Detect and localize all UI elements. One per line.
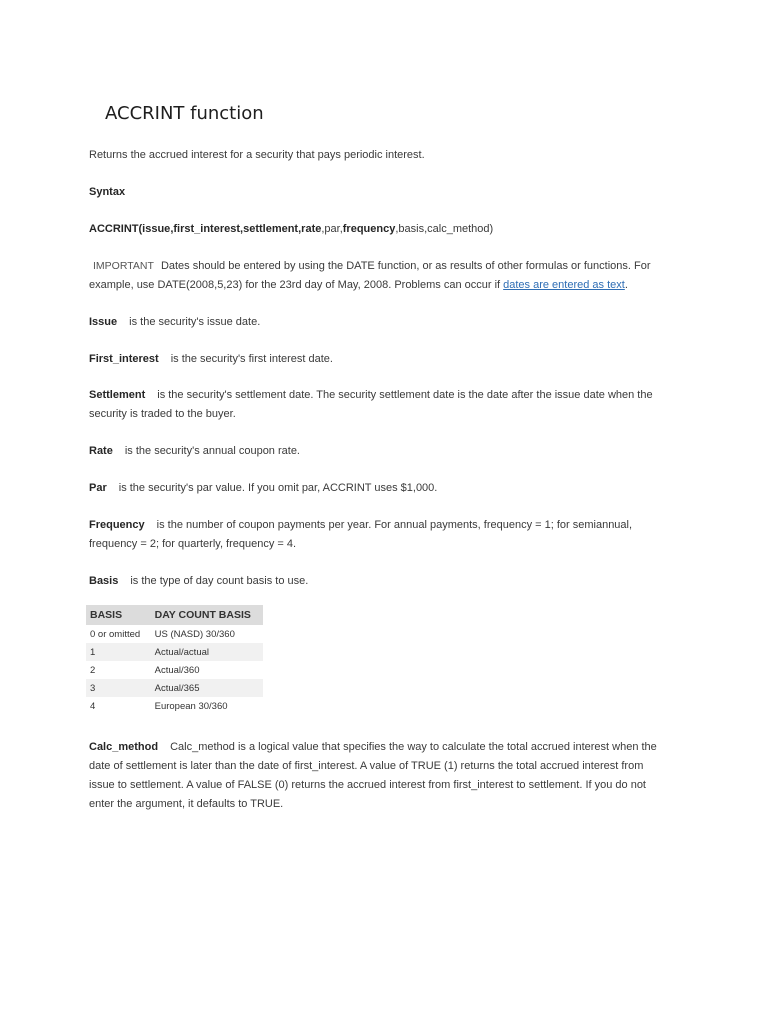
basis-cell: 0 or omitted (90, 628, 141, 640)
arg-issue-name: Issue (89, 316, 118, 328)
arg-frequency-desc-1: is the number of coupon payments per year. For annual payments, frequency = 1; for semiannual, (156, 519, 633, 531)
day-count-cell: European 30/360 (154, 700, 228, 712)
arg-first-interest-desc: is the security's first interest date. (170, 353, 333, 365)
syntax-arg-issue: issue (142, 223, 171, 235)
arg-basis-name: Basis (89, 575, 119, 587)
day-count-cell: Actual/actual (149, 643, 263, 661)
syntax-heading (89, 183, 689, 202)
intro-text: Returns the accrued interest for a security that pays periodic interest. (89, 149, 425, 161)
day-count-cell: US (NASD) 30/360 (154, 628, 235, 640)
syntax-heading-text: Syntax (89, 186, 126, 198)
day-count-cell: Actual/365 (149, 679, 263, 697)
syntax-arg-rate: rate (301, 223, 322, 235)
arg-settlement-desc-2: security is traded to the buyer. (89, 408, 236, 420)
arg-first-interest (89, 350, 689, 369)
arg-calc-method-desc-1: Calc_method is a logical value that specifies the way to calculate the total accrued interest when the (170, 741, 657, 753)
arg-calc-method-desc-2: date of settlement is later than the date of first_interest. A value of TRUE (1) returns the total accrued interest from (89, 760, 644, 772)
syntax-arg-first-interest: first_interest (173, 223, 241, 235)
important-line-2: example, use DATE(2008,5,23) for the 23rd day of May, 2008. Problems can occur if (89, 279, 504, 291)
arg-calc-method (89, 738, 689, 814)
arg-calc-method-name: Calc_method (89, 741, 159, 753)
table-row (86, 625, 263, 643)
arg-frequency-name: Frequency (89, 519, 145, 531)
important-note (89, 257, 689, 295)
syntax-arg-frequency: frequency (342, 223, 396, 235)
arg-settlement (89, 386, 689, 424)
syntax-line (89, 220, 689, 239)
table-row (86, 643, 263, 661)
syntax-comma: , (298, 223, 302, 235)
arg-calc-method-desc-4: enter the argument, it defaults to TRUE. (89, 798, 284, 810)
basis-table (86, 605, 263, 715)
basis-cell: 2 (90, 664, 96, 676)
syntax-comma: , (240, 223, 244, 235)
arg-issue (89, 313, 689, 332)
syntax-arg-settlement: settlement (243, 223, 299, 235)
arg-rate-name: Rate (89, 445, 113, 457)
syntax-comma: , (170, 223, 174, 235)
page-title: ACCRINT function (105, 103, 264, 124)
arg-frequency (89, 516, 689, 554)
arg-par (89, 479, 689, 498)
arg-par-desc: is the security's par value. If you omit par, ACCRINT uses $1,000. (118, 482, 438, 494)
arg-frequency-desc-2: frequency = 2; for quarterly, frequency = 4. (89, 538, 297, 550)
arg-settlement-name: Settlement (89, 389, 146, 401)
dates-as-text-link[interactable]: dates are entered as text (503, 279, 625, 291)
arg-basis (89, 572, 689, 591)
basis-cell: 4 (90, 700, 96, 712)
arg-basis-desc: is the type of day count basis to use. (130, 575, 309, 587)
arg-calc-method-desc-3: issue to settlement. A value of FALSE (0) returns the accrued interest from first_interest to settlement. If you do not (89, 779, 646, 791)
syntax-args-optional: ,basis,calc_method) (395, 223, 494, 235)
basis-cell: 1 (86, 643, 149, 661)
syntax-arg-par: ,par, (321, 223, 343, 235)
day-count-column-header: DAY COUNT BASIS (149, 605, 263, 625)
arg-rate (89, 442, 689, 461)
important-badge: IMPORTANT (93, 260, 154, 272)
arg-first-interest-name: First_interest (89, 353, 159, 365)
basis-table-header (86, 605, 263, 625)
arg-par-name: Par (89, 482, 107, 494)
table-row (86, 661, 263, 679)
table-row (86, 679, 263, 697)
arg-settlement-desc-1: is the security's settlement date. The security settlement date is the date after the issue date when the (157, 389, 653, 401)
arg-issue-desc: is the security's issue date. (129, 316, 261, 328)
basis-cell: 3 (86, 679, 149, 697)
table-row (86, 697, 263, 715)
arg-rate-desc: is the security's annual coupon rate. (124, 445, 300, 457)
syntax-fn: ACCRINT( (89, 223, 143, 235)
important-line-2-end: . (624, 279, 628, 291)
important-line-1: Dates should be entered by using the DATE function, or as results of other formulas or functions. For (160, 260, 651, 272)
basis-column-header: BASIS (86, 605, 149, 625)
day-count-cell: Actual/360 (154, 664, 200, 676)
